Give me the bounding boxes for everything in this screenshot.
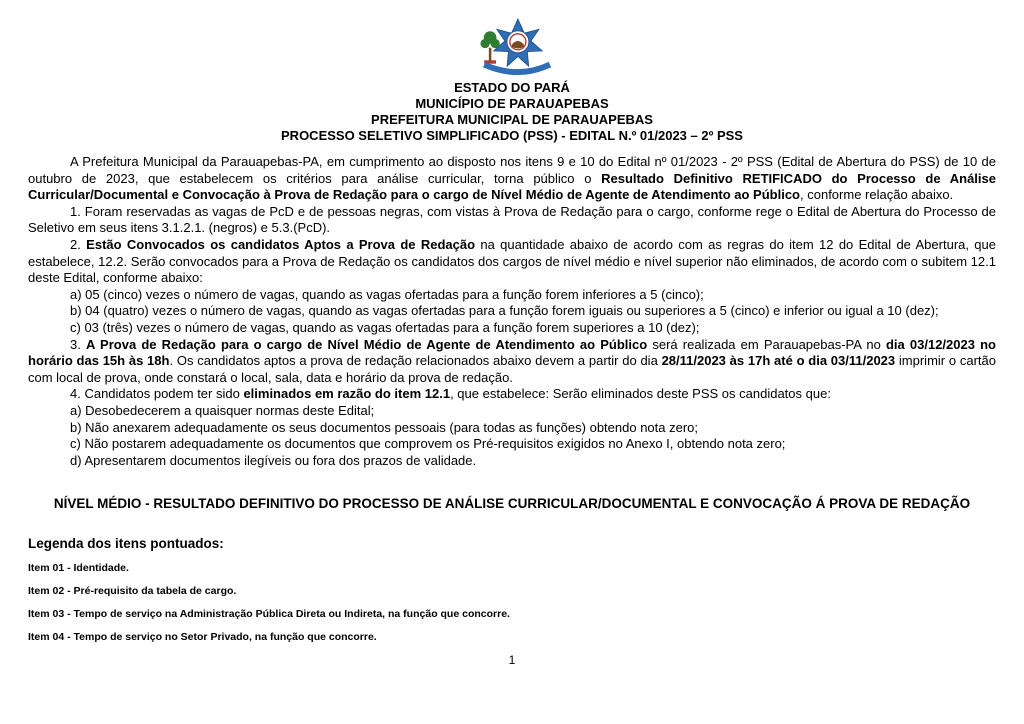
legend-item-03: Item 03 - Tempo de serviço na Administração Pública Direta ou Indireta, na função que concorre. (28, 608, 510, 621)
document-header (28, 80, 996, 144)
header-state-line: ESTADO DO PARÁ (454, 80, 570, 95)
paragraph-item-2a: a) 05 (cinco) vezes o número de vagas, quando as vagas ofertadas para a função forem inferiores a 5 (cinco); (70, 286, 704, 302)
parauapebas-coat-of-arms-icon (473, 14, 551, 78)
paragraph-item-4a: a) Desobedecerem a quaisquer normas deste Edital; (70, 402, 375, 418)
crest-tree-foliage (480, 39, 489, 48)
legend-item-04: Item 04 - Tempo de serviço no Setor Privado, na função que concorre. (28, 631, 377, 644)
paragraph-item-4: 4. Candidatos podem ter sido eliminados em razão do item 12.1, que estabelece: Serão eliminados deste PSS os candidatos que: (70, 386, 831, 402)
paragraph-item-4b: b) Não anexarem adequadamente os seus documentos pessoais (para todas as funções) obtendo nota zero; (70, 419, 699, 435)
legend (28, 536, 996, 643)
paragraph-item-2b: b) 04 (quatro) vezes o número de vagas, quando as vagas ofertadas para a função forem iguais ou superiores a 5 (cinco) e inferior ou igual a 10 (dez); (70, 303, 939, 319)
legend-item-01: Item 01 - Identidade. (28, 562, 129, 575)
paragraph-item-4c: c) Não postarem adequadamente os documentos que comprovem os Pré-requisitos exigidos no Anexo I, obtendo nota zero; (70, 436, 786, 452)
paragraph-item-3: 3. A Prova de Redação para o cargo de Nível Médio de Agente de Atendimento ao Público será realizada em Parauapebas-PA no dia 03/12/2023 no horário das 15h às 18h. Os candidatos aptos a prova de redação relacionados abaixo devem a partir do dia 28/11/2023 às 17h até o dia 03/11/2023 imprimir o cartão com local de prova, onde constará o local, sala, data e horário da prova de redação. (28, 336, 996, 385)
paragraph-item-2c: c) 03 (três) vezes o número de vagas, quando as vagas ofertadas para a função forem superiores a 10 (dez); (70, 319, 700, 335)
header-edital-line: PROCESSO SELETIVO SIMPLIFICADO (PSS) - EDITAL N.º 01/2023 – 2º PSS (281, 128, 743, 143)
paragraph-item-4d: d) Apresentarem documentos ilegíveis ou fora dos prazos de validade. (70, 452, 477, 468)
paragraph-item-1: 1. Foram reservadas as vagas de PcD e de pessoas negras, com vistas à Prova de Redação para o cargo, conforme rege o Edital de Abertura do Processo de Seletivo em seus itens 3.1.2.1. (negros) e 5.3.(PcD). (28, 203, 996, 236)
crest-ribbon (484, 65, 550, 73)
header-prefecture-line: PREFEITURA MUNICIPAL DE PARAUAPEBAS (371, 112, 653, 127)
page-number: 1 (508, 653, 516, 668)
legend-item-02: Item 02 - Pré-requisito da tabela de cargo. (28, 585, 237, 598)
document-body (28, 154, 996, 469)
section-title: NÍVEL MÉDIO - RESULTADO DEFINITIVO DO PROCESSO DE ANÁLISE CURRICULAR/DOCUMENTAL E CONVOCAÇÃO Á PROVA DE REDAÇÃO (53, 496, 971, 512)
header-municipality-line: MUNICÍPIO DE PARAUAPEBAS (415, 96, 609, 111)
paragraph-item-2: 2. Estão Convocados os candidatos Aptos a Prova de Redação na quantidade abaixo de acordo com as regras do item 12 do Edital de Abertura, que estabelece, 12.2. Serão convocados para a Prova de Redação os candidatos dos cargos de nível médio e nível superior não eliminados, de acordo com o subitem 12.1 deste Edital, conforme abaixo: (28, 236, 996, 286)
paragraph-intro: A Prefeitura Municipal da Parauapebas-PA, em cumprimento ao disposto nos itens 9 e 10 do Edital nº 01/2023 - 2º PSS (Edital de Abertura do PSS) de 10 de outubro de 2023, que estabelecem os critérios para análise curricular, torna público o Resultado Definitivo RETIFICADO do Processo de Análise Curricular/Documental e Convocação à Prova de Redação para o cargo de Nível Médio de Agente de Atendimento ao Público, conforme relação abaixo. (28, 154, 996, 203)
document-header-crest (28, 14, 996, 80)
crest-tree-trunk (489, 48, 492, 61)
legend-title: Legenda dos itens pontuados: (28, 536, 224, 552)
crest-tree-foliage (491, 39, 500, 48)
